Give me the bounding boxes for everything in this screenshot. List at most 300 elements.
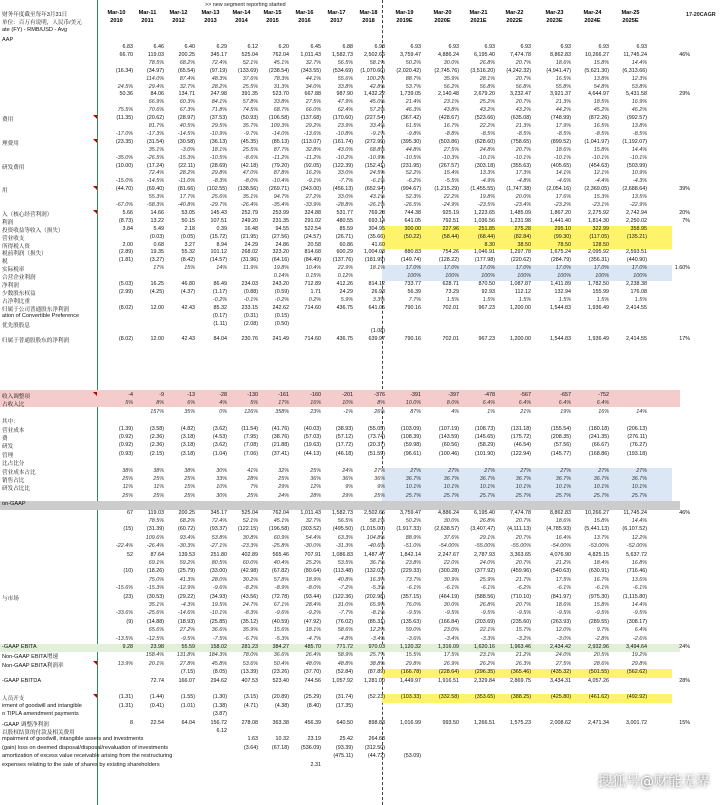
table-cell: 100%: [633, 273, 647, 280]
table-cell: -10.9%: [209, 130, 227, 137]
table-cell: 1,916.51: [438, 677, 459, 684]
table-cell: (15): [123, 526, 133, 533]
table-cell: (113.07): [301, 138, 321, 145]
table-cell: (3.15): [243, 694, 258, 701]
table-cell: 1,004.03: [364, 249, 385, 256]
table-cell: 15.4%: [443, 170, 459, 177]
table-cell: 17.6%: [555, 194, 571, 201]
row-label: 与市场: [2, 595, 19, 602]
table-cell: 68.8%: [369, 146, 385, 153]
table-cell: (81.66): [177, 186, 195, 193]
cagr-cell: 46%: [679, 51, 690, 58]
table-cell: (492.92): [626, 694, 647, 701]
table-cell: 25%: [153, 476, 164, 482]
table-cell: 26.4%: [305, 652, 321, 659]
table-cell: -53.00%: [588, 543, 609, 550]
table-cell: 36.7%: [555, 476, 571, 482]
table-cell: 967.23: [478, 304, 495, 311]
table-cell: 11%: [122, 484, 133, 491]
table-cell: 1,011.43: [300, 509, 321, 516]
table-cell: 402.89: [241, 551, 258, 558]
table-cell: 33.8%: [337, 83, 353, 90]
table-cell: (975.30): [588, 593, 609, 600]
table-cell: (175.72): [510, 434, 531, 440]
table-cell: 24%: [278, 492, 289, 499]
table-cell: 6.93: [520, 44, 531, 50]
row-label: 研发占比比: [2, 486, 30, 493]
table-cell: 9.28: [122, 644, 133, 650]
table-cell: 0.2%: [308, 296, 321, 303]
table-cell: 54.8%: [593, 83, 609, 90]
table-cell: -8.0%: [243, 178, 258, 185]
table-cell: 30.0%: [443, 518, 459, 524]
table-cell: 1.5%: [634, 296, 647, 303]
table-cell: (1,041.97): [584, 138, 609, 145]
table-cell: -9.6%: [274, 610, 289, 617]
table-cell: 56.5%: [337, 518, 353, 524]
table-cell: (284.79): [550, 257, 571, 264]
table-cell: 41.60: [371, 241, 385, 248]
table-cell: 8%: [156, 400, 164, 407]
table-cell: (11.35): [116, 115, 133, 122]
table-cell: 24.86: [275, 241, 289, 248]
row-label: 投资收益等收入（损失）: [2, 227, 64, 234]
cagr-cell: 15%: [679, 719, 690, 726]
table-cell: -28: [219, 392, 227, 398]
table-cell: 11,745.24: [623, 509, 647, 516]
table-cell: 693.14: [368, 217, 385, 224]
table-cell: 3,001.72: [626, 719, 647, 726]
table-cell: 32%: [278, 467, 289, 474]
table-cell: (2.08): [243, 320, 258, 327]
table-cell: 27.5%: [555, 660, 571, 667]
table-cell: 1,620.16: [474, 644, 495, 650]
table-cell: 100%: [557, 273, 571, 280]
table-cell: (37.53): [209, 115, 227, 122]
table-cell: 2,095.92: [588, 249, 609, 256]
table-cell: 18.4%: [593, 560, 609, 566]
table-cell: 5,637.72: [626, 551, 647, 558]
table-cell: -10.1%: [629, 154, 647, 161]
table-cell: (0.31): [243, 312, 258, 319]
table-cell: -7.2%: [338, 585, 353, 592]
table-cell: 10.9%: [631, 170, 647, 177]
table-cell: (1.01): [180, 702, 195, 709]
table-cell: -9.5%: [516, 610, 531, 617]
table-cell: (152.41): [364, 162, 385, 169]
table-cell: 26.9%: [443, 660, 459, 667]
table-cell: 48.3%: [211, 75, 227, 82]
table-cell: (4,785.93): [546, 526, 571, 533]
table-cell: 41%: [247, 467, 258, 474]
table-cell: (8.73): [118, 217, 133, 224]
column-header-year: 2013: [204, 18, 217, 24]
table-cell: -17.3%: [146, 130, 164, 137]
table-cell: 52.1%: [242, 59, 258, 66]
table-cell: (26.71): [335, 233, 353, 240]
table-cell: 27%: [560, 467, 571, 474]
table-cell: -8.3%: [212, 178, 227, 185]
table-cell: (10): [123, 568, 133, 575]
table-cell: -3.3%: [480, 635, 495, 642]
table-cell: 85.59: [339, 225, 353, 232]
table-cell: 13.5%: [631, 194, 647, 201]
table-cell: 13.8%: [593, 75, 609, 82]
table-cell: (8.40): [306, 702, 321, 709]
table-cell: 2.00: [122, 241, 133, 248]
table-cell: 13.9%: [117, 660, 133, 667]
row-label: mpairment of goodwill, intangible assets and investments: [2, 736, 144, 743]
table-cell: -15.0%: [115, 178, 133, 185]
table-cell: (4.53): [212, 434, 227, 440]
table-cell: 21.4%: [405, 99, 421, 106]
table-cell: (23.26): [271, 669, 289, 676]
row-label: irment of goodwill and intangible: [2, 702, 82, 709]
table-cell: 55.8%: [555, 83, 571, 90]
table-cell: (21.88): [271, 442, 289, 449]
table-cell: 1.5%: [446, 296, 459, 303]
table-cell: 363.38: [272, 719, 289, 726]
table-cell: (5,621.30): [584, 67, 609, 74]
comment-marker: [93, 392, 97, 396]
table-cell: (102.55): [206, 186, 227, 193]
table-cell: 16.25: [150, 281, 164, 287]
table-cell: 40.8%: [337, 576, 353, 583]
table-cell: 100%: [407, 273, 421, 280]
table-cell: 295.10: [554, 225, 571, 232]
table-cell: (208.35): [550, 434, 571, 440]
table-cell: 40.4%: [273, 560, 289, 566]
table-cell: (3,516.20): [470, 67, 495, 74]
table-cell: -6.1%: [444, 585, 459, 592]
table-cell: 26.8%: [479, 518, 495, 524]
table-cell: 639.97: [368, 336, 385, 343]
table-cell: 24.29: [339, 288, 353, 295]
row-label: ation of Convertible Preference: [2, 312, 80, 319]
table-cell: 22.9%: [337, 265, 353, 272]
table-cell: (1,015.00): [360, 526, 385, 533]
table-cell: 27%: [520, 467, 531, 474]
column-header-year: 2010: [110, 18, 123, 24]
table-cell: 72.4%: [211, 59, 227, 66]
table-cell: (4.38): [274, 702, 289, 709]
table-cell: 43.8%: [443, 107, 459, 114]
table-cell: 24.8%: [479, 146, 495, 153]
table-cell: (0.92): [118, 434, 133, 440]
table-cell: 24.5%: [369, 170, 385, 177]
table-cell: 993.50: [442, 719, 459, 726]
table-cell: (1.11): [213, 320, 227, 327]
table-cell: 6.4%: [596, 400, 609, 407]
table-cell: (69.40): [146, 186, 164, 193]
table-cell: 61.5%: [405, 123, 421, 129]
table-cell: -9: [159, 392, 164, 398]
table-cell: 8.94: [216, 241, 227, 248]
table-cell: 26.8%: [479, 59, 495, 66]
table-cell: -31.3%: [335, 543, 353, 550]
row-label: 费用: [2, 117, 14, 124]
cagr-cell: 24%: [679, 644, 690, 650]
table-cell: (206.13): [626, 425, 647, 432]
table-cell: 36%: [374, 476, 385, 482]
table-cell: 6.88: [342, 44, 353, 50]
table-cell: 268.02: [241, 249, 258, 256]
table-cell: (8.42): [180, 257, 195, 264]
table-cell: (38.76): [271, 434, 289, 440]
table-cell: -11.2%: [272, 154, 289, 161]
table-cell: (166.78): [400, 669, 421, 676]
table-cell: 702.01: [442, 336, 459, 343]
table-cell: 28.4%: [305, 602, 321, 608]
table-cell: (1.08): [370, 328, 385, 335]
table-cell: (25.29): [303, 694, 321, 701]
table-cell: 58.6%: [337, 627, 353, 634]
table-cell: 456.39: [304, 719, 321, 726]
table-cell: 43.2%: [479, 107, 495, 114]
table-cell: 323.20: [272, 249, 289, 256]
table-cell: 47.0%: [242, 170, 258, 177]
table-cell: 23.19: [307, 736, 321, 743]
table-cell: (166.84): [438, 618, 459, 625]
table-cell: 2,238.38: [626, 281, 647, 287]
table-cell: -40.8%: [177, 202, 195, 208]
table-cell: 1,867.20: [550, 209, 571, 216]
table-cell: 20.7%: [515, 534, 531, 541]
table-cell: (3.18): [180, 450, 195, 457]
table-cell: 36.7%: [631, 476, 647, 482]
table-cell: 60.0%: [242, 560, 258, 566]
table-cell: 30.0%: [443, 602, 459, 608]
table-cell: 34.0%: [305, 83, 321, 90]
table-cell: (57.12): [335, 434, 353, 440]
table-cell: 40.5%: [179, 123, 195, 129]
table-cell: 54.4%: [305, 534, 321, 541]
table-cell: 1,411.89: [550, 281, 571, 287]
table-cell: 3,494.64: [626, 644, 647, 650]
table-cell: 17.0%: [593, 265, 609, 272]
table-cell: 6.4%: [558, 400, 571, 407]
table-cell: -0.2%: [274, 296, 289, 303]
table-cell: 25%: [184, 476, 195, 482]
table-cell: 9.7%: [596, 627, 609, 634]
table-cell: (203.69): [474, 618, 495, 625]
table-cell: 1.5%: [518, 296, 531, 303]
table-cell: 66.9%: [148, 99, 164, 106]
column-header-year: 2014: [235, 18, 248, 24]
table-cell: -10.8%: [335, 130, 353, 137]
table-cell: (103.33): [400, 694, 421, 701]
table-cell: -13.6%: [303, 130, 321, 137]
table-cell: 6,195.40: [474, 509, 495, 516]
table-cell: 53.7%: [405, 83, 421, 90]
table-cell: 70.6%: [148, 107, 164, 114]
table-cell: (2,688.64): [622, 186, 647, 193]
table-cell: 14.4%: [631, 59, 647, 66]
table-cell: -55.00%: [474, 543, 495, 550]
table-cell: 744.38: [404, 209, 421, 216]
table-cell: 3.3%: [372, 296, 385, 303]
table-cell: 28%: [247, 476, 258, 482]
table-cell: 20.58: [307, 241, 321, 248]
table-cell: 1,675.24: [550, 249, 571, 256]
table-cell: 16.8%: [631, 560, 647, 566]
table-cell: (536.09): [300, 744, 321, 751]
table-cell: -657: [560, 392, 571, 398]
table-cell: 6.4%: [634, 627, 647, 634]
table-cell: 12.00: [150, 304, 164, 311]
table-cell: 46.3%: [405, 107, 421, 114]
table-cell: (4.25): [149, 288, 164, 295]
row-label: (gain) loss on deemed disposal/disposal/revaluation of investments: [2, 744, 169, 751]
table-cell: 58.1%: [369, 518, 385, 524]
table-cell: 600.29: [336, 249, 353, 256]
table-cell: 15%: [184, 484, 195, 491]
table-cell: 525.04: [241, 509, 258, 516]
table-cell: (377.92): [474, 568, 495, 575]
table-cell: 78.50: [557, 241, 571, 248]
table-cell: 184.3%: [208, 652, 227, 659]
table-cell: (122.94): [510, 450, 531, 457]
table-cell: 36.7%: [369, 560, 385, 566]
table-cell: (0.59): [274, 288, 289, 295]
table-cell: (899.52): [550, 138, 571, 145]
table-cell: 6.29: [216, 44, 227, 50]
table-cell: (11.54): [241, 425, 258, 432]
table-cell: 27%: [448, 467, 459, 474]
table-cell: -9.2%: [306, 610, 321, 617]
column-header-month: Mar-14: [232, 10, 251, 16]
fx-label: ate (FY) - RMB/USD - Avg: [2, 27, 68, 33]
table-cell: (25.79): [177, 568, 195, 575]
table-cell: 702.01: [442, 304, 459, 311]
table-cell: 119.03: [147, 51, 164, 58]
table-cell: -15.6%: [115, 585, 133, 592]
table-cell: -6.1%: [370, 178, 385, 185]
table-cell: 2,414.55: [626, 336, 647, 343]
table-cell: -8.5%: [594, 130, 609, 137]
table-cell: 15.7%: [515, 627, 531, 634]
table-cell: (42.18): [240, 162, 258, 169]
cagr-cell: 28%: [679, 677, 690, 684]
table-cell: 967.23: [478, 336, 495, 343]
row-label: on-GAAP: [2, 501, 26, 508]
table-cell: 38.50: [517, 241, 531, 248]
table-cell: 1,087.87: [510, 281, 531, 287]
column-header-year: 2021E: [470, 18, 487, 24]
table-cell: -6.2%: [516, 585, 531, 592]
table-cell: 2,787.93: [474, 551, 495, 558]
table-cell: (459.96): [510, 568, 531, 575]
table-cell: 1%: [487, 408, 495, 415]
table-cell: 29.4%: [148, 83, 164, 90]
table-cell: -4.4%: [594, 178, 609, 185]
row-label: 研发费用: [2, 164, 25, 171]
table-cell: 13.22: [150, 217, 164, 224]
table-cell: -5.3%: [274, 635, 289, 642]
table-cell: (20.62): [146, 115, 164, 122]
table-cell: (93.39): [335, 744, 353, 751]
table-cell: 714.60: [304, 304, 321, 311]
table-cell: -9.5%: [180, 635, 195, 642]
table-cell: 4,057.26: [588, 677, 609, 684]
table-cell: (748.99): [550, 115, 571, 122]
table-cell: 18.6%: [555, 518, 571, 524]
table-cell: -9.5%: [556, 610, 571, 617]
table-cell: 18.1%: [369, 265, 385, 272]
column-header-year: 2023E: [546, 18, 563, 24]
table-cell: (122.15): [237, 526, 258, 533]
table-cell: (27.56): [271, 233, 289, 240]
table-cell: (34.97): [146, 67, 164, 74]
table-cell: (196.58): [268, 526, 289, 533]
table-cell: 6%: [187, 400, 195, 407]
table-cell: 28.1%: [479, 75, 495, 82]
table-cell: (227.54): [364, 115, 385, 122]
row-label: -GAAP EBITDA: [2, 677, 42, 684]
table-cell: 36.6%: [211, 627, 227, 634]
row-label: 用: [2, 188, 8, 195]
table-cell: (716.46): [626, 568, 647, 575]
table-cell: (37.41): [271, 450, 289, 457]
table-cell: 57.8%: [273, 576, 289, 583]
table-cell: 2,008.62: [550, 719, 571, 726]
table-cell: 27.2%: [179, 627, 195, 634]
table-cell: (1.44): [149, 694, 164, 701]
table-cell: 17.7%: [179, 194, 195, 201]
table-cell: (4.37): [180, 288, 195, 295]
table-cell: (35.12): [240, 618, 258, 625]
table-cell: (30.53): [146, 593, 164, 600]
table-cell: 2,434.42: [550, 644, 571, 650]
table-cell: 93.4%: [179, 534, 195, 541]
table-cell: 43.2%: [515, 107, 531, 114]
table-cell: 50.15: [181, 217, 195, 224]
row-label: 费: [2, 436, 8, 442]
table-cell: 7%: [250, 484, 258, 491]
table-cell: 345.17: [210, 51, 227, 58]
table-cell: 4,886.24: [438, 509, 459, 516]
table-cell: 25%: [247, 492, 258, 499]
table-cell: 870.50: [478, 281, 495, 287]
table-cell: (0.88): [243, 288, 258, 295]
table-cell: (51.59): [367, 450, 385, 457]
table-cell: 20.1%: [148, 660, 164, 667]
table-cell: 1,782.50: [588, 281, 609, 287]
table-cell: (33.00): [209, 568, 227, 575]
table-cell: 14.4%: [631, 518, 647, 524]
table-cell: 6.12: [247, 44, 258, 50]
table-cell: 5%: [250, 400, 258, 407]
table-cell: (30.58): [177, 138, 195, 145]
table-cell: -15.3%: [177, 154, 195, 161]
table-cell: (3.18): [180, 434, 195, 440]
table-cell: 25%: [153, 492, 164, 499]
table-cell: 17.0%: [405, 265, 421, 272]
table-cell: 1,936.49: [588, 304, 609, 311]
table-cell: 667.88: [304, 91, 321, 98]
table-cell: (55.05): [367, 425, 385, 432]
table-cell: 31.3%: [273, 83, 289, 90]
table-cell: 88.9%: [405, 534, 421, 541]
table-cell: 12.2%: [631, 534, 647, 541]
table-cell: 58.1%: [369, 59, 385, 66]
table-cell: 46.80: [181, 281, 195, 287]
table-cell: -4.8%: [338, 635, 353, 642]
table-cell: -2.6%: [632, 635, 647, 642]
row-label: -GAAP EBITA: [2, 644, 37, 650]
table-cell: (143.59): [438, 434, 459, 440]
table-cell: 744.56: [304, 677, 321, 684]
